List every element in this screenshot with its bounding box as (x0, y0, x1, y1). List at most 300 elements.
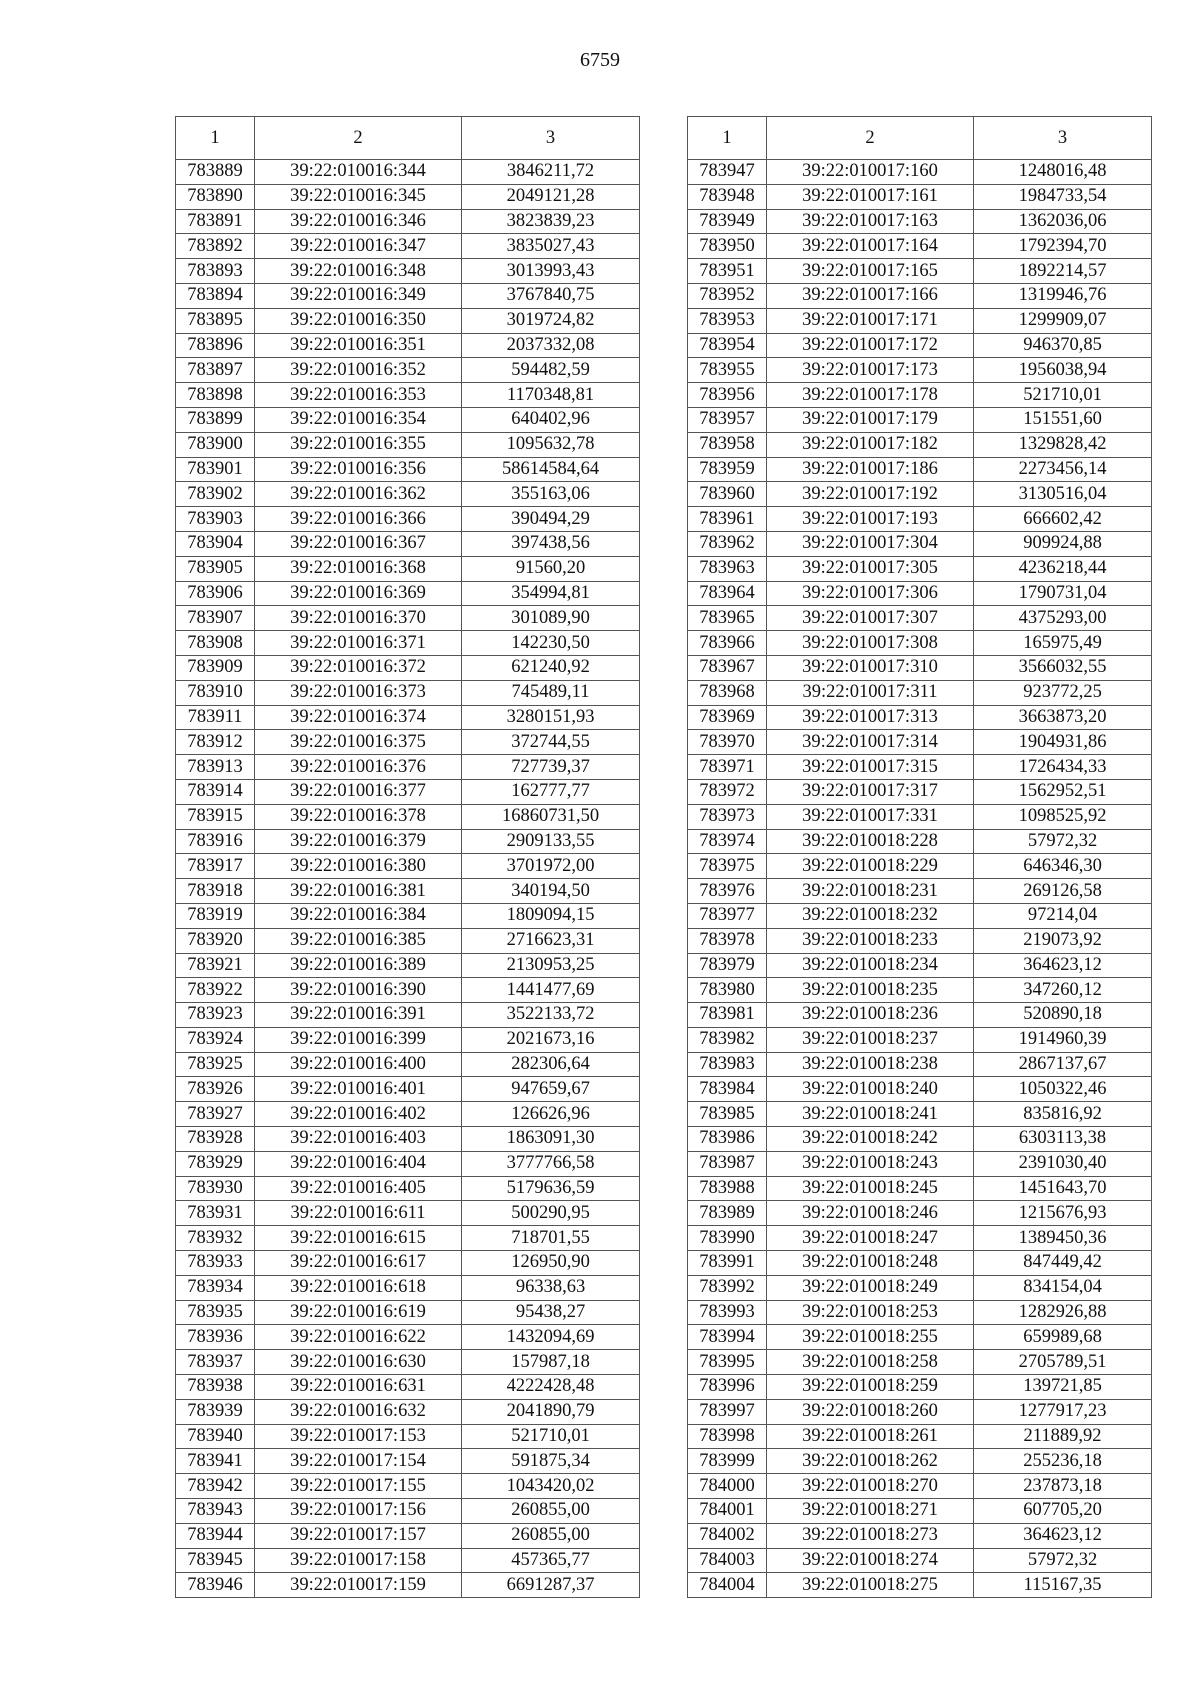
table-row (176, 903, 640, 928)
cadastral-number-cell: 39:22:010017:308 (767, 631, 974, 656)
table-row (688, 1300, 1152, 1325)
value-cell: 591875,34 (462, 1449, 640, 1474)
table-row (688, 234, 1152, 259)
cadastral-number-cell: 39:22:010016:373 (255, 680, 462, 705)
table-row (176, 184, 640, 209)
row-number-cell: 783905 (176, 556, 255, 581)
cadastral-number-cell: 39:22:010018:248 (767, 1251, 974, 1276)
value-cell: 260855,00 (462, 1499, 640, 1524)
value-cell: 237873,18 (974, 1474, 1152, 1499)
table-row (176, 1151, 640, 1176)
cadastral-number-cell: 39:22:010018:229 (767, 854, 974, 879)
cadastral-number-cell: 39:22:010016:372 (255, 655, 462, 680)
row-number-cell: 783975 (688, 854, 767, 879)
row-number-cell: 783924 (176, 1027, 255, 1052)
row-number-cell: 783958 (688, 432, 767, 457)
row-number-cell: 783935 (176, 1300, 255, 1325)
table-row (688, 581, 1152, 606)
value-cell: 607705,20 (974, 1499, 1152, 1524)
cadastral-number-cell: 39:22:010017:160 (767, 160, 974, 185)
value-cell: 1984733,54 (974, 184, 1152, 209)
value-cell: 4222428,48 (462, 1375, 640, 1400)
cadastral-number-cell: 39:22:010018:261 (767, 1424, 974, 1449)
value-cell: 3767840,75 (462, 283, 640, 308)
table-row (688, 1325, 1152, 1350)
value-cell: 847449,42 (974, 1251, 1152, 1276)
table-row (688, 854, 1152, 879)
table-row (176, 854, 640, 879)
table-row (688, 1573, 1152, 1598)
row-number-cell: 783932 (176, 1226, 255, 1251)
table-row (688, 1226, 1152, 1251)
value-cell: 923772,25 (974, 680, 1152, 705)
table-row (176, 1399, 640, 1424)
value-cell: 57972,32 (974, 1548, 1152, 1573)
cadastral-number-cell: 39:22:010018:233 (767, 928, 974, 953)
table-row (688, 903, 1152, 928)
cadastral-number-cell: 39:22:010017:313 (767, 705, 974, 730)
table-row (176, 333, 640, 358)
row-number-cell: 783971 (688, 755, 767, 780)
table-row (176, 358, 640, 383)
value-cell: 4236218,44 (974, 556, 1152, 581)
cadastral-number-cell: 39:22:010016:367 (255, 531, 462, 556)
cadastral-number-cell: 39:22:010016:344 (255, 160, 462, 185)
row-number-cell: 783944 (176, 1523, 255, 1548)
value-cell: 126950,90 (462, 1251, 640, 1276)
table-row (176, 978, 640, 1003)
table-row (176, 1226, 640, 1251)
cadastral-number-cell: 39:22:010017:166 (767, 283, 974, 308)
row-number-cell: 783904 (176, 531, 255, 556)
row-number-cell: 783923 (176, 1003, 255, 1028)
table-row (688, 1499, 1152, 1524)
value-cell: 390494,29 (462, 507, 640, 532)
value-cell: 96338,63 (462, 1275, 640, 1300)
cadastral-number-cell: 39:22:010016:611 (255, 1201, 462, 1226)
cadastral-number-cell: 39:22:010017:153 (255, 1424, 462, 1449)
table-row (688, 482, 1152, 507)
value-cell: 745489,11 (462, 680, 640, 705)
row-number-cell: 783970 (688, 730, 767, 755)
table-row (688, 358, 1152, 383)
value-cell: 1726434,33 (974, 755, 1152, 780)
value-cell: 946370,85 (974, 333, 1152, 358)
value-cell: 1248016,48 (974, 160, 1152, 185)
table-row (688, 1399, 1152, 1424)
cadastral-number-cell: 39:22:010017:307 (767, 606, 974, 631)
cadastral-number-cell: 39:22:010017:304 (767, 531, 974, 556)
value-cell: 4375293,00 (974, 606, 1152, 631)
cadastral-number-cell: 39:22:010016:619 (255, 1300, 462, 1325)
cadastral-number-cell: 39:22:010018:237 (767, 1027, 974, 1052)
cadastral-number-cell: 39:22:010018:258 (767, 1350, 974, 1375)
table-row (176, 383, 640, 408)
row-number-cell: 783938 (176, 1375, 255, 1400)
cadastral-number-cell: 39:22:010016:618 (255, 1275, 462, 1300)
row-number-cell: 783968 (688, 680, 767, 705)
row-number-cell: 783948 (688, 184, 767, 209)
row-number-cell: 783893 (176, 259, 255, 284)
cadastral-number-cell: 39:22:010016:353 (255, 383, 462, 408)
table-row (688, 1052, 1152, 1077)
row-number-cell: 783978 (688, 928, 767, 953)
value-cell: 3280151,93 (462, 705, 640, 730)
row-number-cell: 783894 (176, 283, 255, 308)
row-number-cell: 783891 (176, 209, 255, 234)
row-number-cell: 783914 (176, 779, 255, 804)
value-cell: 594482,59 (462, 358, 640, 383)
table-row (688, 259, 1152, 284)
row-number-cell: 783926 (176, 1077, 255, 1102)
value-cell: 1904931,86 (974, 730, 1152, 755)
table-row (688, 779, 1152, 804)
page-number: 6759 (580, 49, 620, 71)
row-number-cell: 783925 (176, 1052, 255, 1077)
value-cell: 909924,88 (974, 531, 1152, 556)
cadastral-number-cell: 39:22:010016:404 (255, 1151, 462, 1176)
row-number-cell: 783992 (688, 1275, 767, 1300)
table-row (176, 531, 640, 556)
cadastral-number-cell: 39:22:010016:356 (255, 457, 462, 482)
row-number-cell: 783920 (176, 928, 255, 953)
cadastral-number-cell: 39:22:010018:270 (767, 1474, 974, 1499)
cadastral-number-cell: 39:22:010016:391 (255, 1003, 462, 1028)
table-row (176, 928, 640, 953)
row-number-cell: 783936 (176, 1325, 255, 1350)
table-row (176, 730, 640, 755)
value-cell: 364623,12 (974, 953, 1152, 978)
table-row (176, 209, 640, 234)
row-number-cell: 783943 (176, 1499, 255, 1524)
value-cell: 2041890,79 (462, 1399, 640, 1424)
row-number-cell: 783942 (176, 1474, 255, 1499)
row-number-cell: 783919 (176, 903, 255, 928)
cadastral-number-cell: 39:22:010016:390 (255, 978, 462, 1003)
table-row (176, 1548, 640, 1573)
row-number-cell: 783940 (176, 1424, 255, 1449)
value-cell: 3846211,72 (462, 160, 640, 185)
table-row (688, 383, 1152, 408)
cadastral-number-cell: 39:22:010016:389 (255, 953, 462, 978)
cadastral-number-cell: 39:22:010018:275 (767, 1573, 974, 1598)
row-number-cell: 783964 (688, 581, 767, 606)
value-cell: 1441477,69 (462, 978, 640, 1003)
row-number-cell: 783961 (688, 507, 767, 532)
value-cell: 2867137,67 (974, 1052, 1152, 1077)
cadastral-number-cell: 39:22:010016:630 (255, 1350, 462, 1375)
row-number-cell: 784003 (688, 1548, 767, 1573)
cadastral-number-cell: 39:22:010017:163 (767, 209, 974, 234)
value-cell: 1170348,81 (462, 383, 640, 408)
value-cell: 947659,67 (462, 1077, 640, 1102)
cadastral-number-cell: 39:22:010017:306 (767, 581, 974, 606)
row-number-cell: 783947 (688, 160, 767, 185)
cadastral-number-cell: 39:22:010018:262 (767, 1449, 974, 1474)
cadastral-number-cell: 39:22:010016:631 (255, 1375, 462, 1400)
table-row (176, 680, 640, 705)
table-row (688, 457, 1152, 482)
row-number-cell: 783950 (688, 234, 767, 259)
cadastral-number-cell: 39:22:010018:240 (767, 1077, 974, 1102)
table-row (688, 953, 1152, 978)
row-number-cell: 783916 (176, 829, 255, 854)
table-row (688, 1102, 1152, 1127)
table-row (688, 556, 1152, 581)
row-number-cell: 783962 (688, 531, 767, 556)
table-row (176, 1102, 640, 1127)
cadastral-number-cell: 39:22:010016:366 (255, 507, 462, 532)
row-number-cell: 783922 (176, 978, 255, 1003)
row-number-cell: 783973 (688, 804, 767, 829)
row-number-cell: 783982 (688, 1027, 767, 1052)
row-number-cell: 783951 (688, 259, 767, 284)
value-cell: 1098525,92 (974, 804, 1152, 829)
row-number-cell: 783952 (688, 283, 767, 308)
cadastral-number-cell: 39:22:010016:355 (255, 432, 462, 457)
table-row (176, 1375, 640, 1400)
row-number-cell: 783921 (176, 953, 255, 978)
value-cell: 1277917,23 (974, 1399, 1152, 1424)
cadastral-number-cell: 39:22:010018:255 (767, 1325, 974, 1350)
row-number-cell: 783986 (688, 1127, 767, 1152)
row-number-cell: 784001 (688, 1499, 767, 1524)
cadastral-number-cell: 39:22:010017:186 (767, 457, 974, 482)
column-header-2: 2 (255, 117, 462, 160)
value-cell: 3566032,55 (974, 655, 1152, 680)
cadastral-number-cell: 39:22:010017:331 (767, 804, 974, 829)
value-cell: 1914960,39 (974, 1027, 1152, 1052)
value-cell: 646346,30 (974, 854, 1152, 879)
row-number-cell: 783957 (688, 407, 767, 432)
value-cell: 16860731,50 (462, 804, 640, 829)
row-number-cell: 783941 (176, 1449, 255, 1474)
cadastral-number-cell: 39:22:010016:381 (255, 879, 462, 904)
cadastral-number-cell: 39:22:010016:632 (255, 1399, 462, 1424)
table-row (688, 209, 1152, 234)
row-number-cell: 783990 (688, 1226, 767, 1251)
value-cell: 364623,12 (974, 1523, 1152, 1548)
cadastral-number-cell: 39:22:010016:385 (255, 928, 462, 953)
value-cell: 157987,18 (462, 1350, 640, 1375)
value-cell: 3835027,43 (462, 234, 640, 259)
row-number-cell: 783983 (688, 1052, 767, 1077)
row-number-cell: 783931 (176, 1201, 255, 1226)
table-row (176, 606, 640, 631)
row-number-cell: 783898 (176, 383, 255, 408)
row-number-cell: 783907 (176, 606, 255, 631)
value-cell: 1095632,78 (462, 432, 640, 457)
table-row (688, 755, 1152, 780)
value-cell: 2130953,25 (462, 953, 640, 978)
cadastral-number-cell: 39:22:010016:370 (255, 606, 462, 631)
row-number-cell: 783946 (176, 1573, 255, 1598)
cadastral-number-cell: 39:22:010018:253 (767, 1300, 974, 1325)
cadastral-number-cell: 39:22:010016:371 (255, 631, 462, 656)
table-row (688, 655, 1152, 680)
cadastral-number-cell: 39:22:010016:401 (255, 1077, 462, 1102)
row-number-cell: 783985 (688, 1102, 767, 1127)
table-row (176, 1077, 640, 1102)
table-row (176, 1474, 640, 1499)
cadastral-number-cell: 39:22:010016:347 (255, 234, 462, 259)
table-row (688, 1350, 1152, 1375)
table-row (688, 606, 1152, 631)
row-number-cell: 783976 (688, 879, 767, 904)
cadastral-number-cell: 39:22:010018:232 (767, 903, 974, 928)
value-cell: 2273456,14 (974, 457, 1152, 482)
value-cell: 1451643,70 (974, 1176, 1152, 1201)
value-cell: 211889,92 (974, 1424, 1152, 1449)
row-number-cell: 783997 (688, 1399, 767, 1424)
row-number-cell: 783981 (688, 1003, 767, 1028)
cadastral-number-cell: 39:22:010018:247 (767, 1226, 974, 1251)
cadastral-number-cell: 39:22:010018:271 (767, 1499, 974, 1524)
left-registry-table (175, 116, 640, 1598)
cadastral-number-cell: 39:22:010018:245 (767, 1176, 974, 1201)
cadastral-number-cell: 39:22:010016:384 (255, 903, 462, 928)
cadastral-number-cell: 39:22:010017:155 (255, 1474, 462, 1499)
table-row (176, 308, 640, 333)
row-number-cell: 783902 (176, 482, 255, 507)
table-row (176, 1127, 640, 1152)
value-cell: 1282926,88 (974, 1300, 1152, 1325)
table-row (176, 1027, 640, 1052)
row-number-cell: 783966 (688, 631, 767, 656)
cadastral-number-cell: 39:22:010016:617 (255, 1251, 462, 1276)
value-cell: 1299909,07 (974, 308, 1152, 333)
value-cell: 1362036,06 (974, 209, 1152, 234)
value-cell: 260855,00 (462, 1523, 640, 1548)
row-number-cell: 783953 (688, 308, 767, 333)
row-number-cell: 783896 (176, 333, 255, 358)
table-row (176, 1325, 640, 1350)
cadastral-number-cell: 39:22:010017:172 (767, 333, 974, 358)
row-number-cell: 784004 (688, 1573, 767, 1598)
row-number-cell: 783901 (176, 457, 255, 482)
table-row (176, 1003, 640, 1028)
row-number-cell: 783890 (176, 184, 255, 209)
cadastral-number-cell: 39:22:010016:377 (255, 779, 462, 804)
row-number-cell: 783913 (176, 755, 255, 780)
cadastral-number-cell: 39:22:010017:179 (767, 407, 974, 432)
table-row (688, 829, 1152, 854)
value-cell: 1319946,76 (974, 283, 1152, 308)
table-row (176, 457, 640, 482)
table-row (688, 308, 1152, 333)
value-cell: 2021673,16 (462, 1027, 640, 1052)
value-cell: 355163,06 (462, 482, 640, 507)
cadastral-number-cell: 39:22:010017:305 (767, 556, 974, 581)
value-cell: 1562952,51 (974, 779, 1152, 804)
row-number-cell: 783996 (688, 1375, 767, 1400)
cadastral-number-cell: 39:22:010018:236 (767, 1003, 974, 1028)
table-row (176, 1499, 640, 1524)
table-row (688, 1275, 1152, 1300)
row-number-cell: 783929 (176, 1151, 255, 1176)
cadastral-number-cell: 39:22:010017:171 (767, 308, 974, 333)
row-number-cell: 783999 (688, 1449, 767, 1474)
cadastral-number-cell: 39:22:010018:238 (767, 1052, 974, 1077)
right-table-body (688, 160, 1152, 1598)
column-header-1: 1 (176, 117, 255, 160)
cadastral-number-cell: 39:22:010017:161 (767, 184, 974, 209)
value-cell: 354994,81 (462, 581, 640, 606)
table-row (176, 631, 640, 656)
table-row (688, 184, 1152, 209)
row-number-cell: 783934 (176, 1275, 255, 1300)
row-number-cell: 783892 (176, 234, 255, 259)
value-cell: 521710,01 (462, 1424, 640, 1449)
table-row (688, 1424, 1152, 1449)
cadastral-number-cell: 39:22:010017:156 (255, 1499, 462, 1524)
cadastral-number-cell: 39:22:010018:243 (767, 1151, 974, 1176)
row-number-cell: 783903 (176, 507, 255, 532)
cadastral-number-cell: 39:22:010018:235 (767, 978, 974, 1003)
row-number-cell: 783967 (688, 655, 767, 680)
value-cell: 1043420,02 (462, 1474, 640, 1499)
value-cell: 219073,92 (974, 928, 1152, 953)
value-cell: 500290,95 (462, 1201, 640, 1226)
table-row (688, 160, 1152, 185)
table-row (688, 1449, 1152, 1474)
row-number-cell: 783972 (688, 779, 767, 804)
table-row (176, 705, 640, 730)
table-row (176, 1350, 640, 1375)
row-number-cell: 783987 (688, 1151, 767, 1176)
cadastral-number-cell: 39:22:010017:317 (767, 779, 974, 804)
row-number-cell: 783908 (176, 631, 255, 656)
table-row (176, 432, 640, 457)
cadastral-number-cell: 39:22:010016:405 (255, 1176, 462, 1201)
table-row (176, 283, 640, 308)
cadastral-number-cell: 39:22:010016:403 (255, 1127, 462, 1152)
row-number-cell: 783998 (688, 1424, 767, 1449)
row-number-cell: 783895 (176, 308, 255, 333)
cadastral-number-cell: 39:22:010016:402 (255, 1102, 462, 1127)
value-cell: 2705789,51 (974, 1350, 1152, 1375)
row-number-cell: 783928 (176, 1127, 255, 1152)
table-row (176, 655, 640, 680)
value-cell: 1432094,69 (462, 1325, 640, 1350)
value-cell: 2049121,28 (462, 184, 640, 209)
cadastral-number-cell: 39:22:010016:622 (255, 1325, 462, 1350)
value-cell: 1809094,15 (462, 903, 640, 928)
cadastral-number-cell: 39:22:010017:178 (767, 383, 974, 408)
row-number-cell: 783912 (176, 730, 255, 755)
table-row (176, 482, 640, 507)
value-cell: 3701972,00 (462, 854, 640, 879)
value-cell: 3777766,58 (462, 1151, 640, 1176)
table-row (688, 283, 1152, 308)
table-row (176, 1176, 640, 1201)
table-row (176, 1573, 640, 1598)
row-number-cell: 783965 (688, 606, 767, 631)
row-number-cell: 783995 (688, 1350, 767, 1375)
value-cell: 115167,35 (974, 1573, 1152, 1598)
cadastral-number-cell: 39:22:010018:259 (767, 1375, 974, 1400)
value-cell: 3130516,04 (974, 482, 1152, 507)
value-cell: 58614584,64 (462, 457, 640, 482)
value-cell: 3663873,20 (974, 705, 1152, 730)
value-cell: 3019724,82 (462, 308, 640, 333)
cadastral-number-cell: 39:22:010018:249 (767, 1275, 974, 1300)
table-row (688, 407, 1152, 432)
table-row (688, 1523, 1152, 1548)
value-cell: 269126,58 (974, 879, 1152, 904)
table-row (688, 531, 1152, 556)
table-row (688, 432, 1152, 457)
